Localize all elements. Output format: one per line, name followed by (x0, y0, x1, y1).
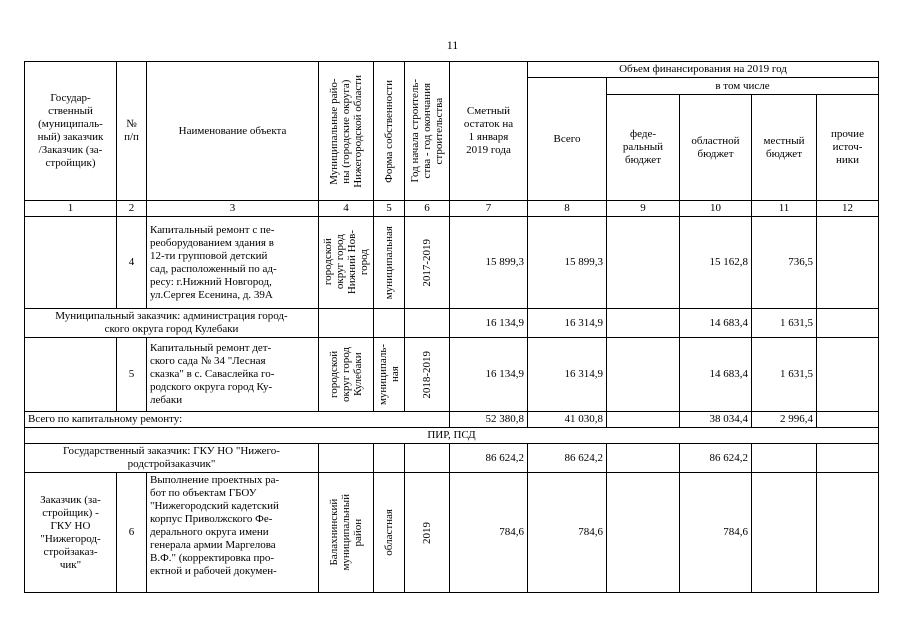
cell-num: 4 (117, 217, 147, 309)
table-row-4 (25, 217, 879, 309)
header-including: в том числе (607, 78, 879, 95)
financing-table (24, 61, 879, 593)
cell-total: 41 030,8 (528, 412, 607, 428)
col-number: 3 (147, 201, 319, 217)
col-number: 9 (607, 201, 680, 217)
cell-remaining: 16 134,9 (450, 338, 528, 412)
col-number: 8 (528, 201, 607, 217)
cell-local: 1 631,5 (752, 309, 817, 338)
cell-federal (607, 412, 680, 428)
col-number: 12 (817, 201, 879, 217)
col-number: 5 (374, 201, 405, 217)
total-capital-row (25, 412, 879, 428)
header-district: Муниципальные райо- ны (городские округа) Нижегородской области (319, 62, 374, 201)
header-row-1 (25, 62, 879, 78)
cell-total: 15 899,3 (528, 217, 607, 309)
cell-remaining: 16 134,9 (450, 309, 528, 338)
cell-customer: Заказчик (за- стройщик) - ГКУ НО "Нижегород- стройзаказ- чик" (25, 473, 117, 593)
cell-years: 2018-2019 (405, 338, 450, 412)
cell-total: 16 314,9 (528, 309, 607, 338)
cell-regional: 15 162,8 (680, 217, 752, 309)
cell-local: 1 631,5 (752, 338, 817, 412)
cell-total: 784,6 (528, 473, 607, 593)
state-customer-label: Государственный заказчик: ГКУ НО "Нижего- родстройзаказчик" (25, 444, 319, 473)
cell-federal (607, 217, 680, 309)
cell-other (817, 444, 879, 473)
gku-customer-row (25, 444, 879, 473)
cell-ownership (374, 309, 405, 338)
cell-regional: 86 624,2 (680, 444, 752, 473)
cell-object: Капитальный ремонт дет- ского сада № 34 "Лесная сказка" в с. Саваслейка го- родского округа город Ку- лебаки (147, 338, 319, 412)
cell-regional: 38 034,4 (680, 412, 752, 428)
col-number: 6 (405, 201, 450, 217)
section-row (25, 428, 879, 444)
cell-customer (25, 338, 117, 412)
header-years: Год начала строитель- ства - год окончания строительства (405, 62, 450, 201)
cell-local (752, 444, 817, 473)
cell-district (319, 444, 374, 473)
table-row-5 (25, 338, 879, 412)
cell-ownership: муниципаль- ная (374, 338, 405, 412)
cell-local: 2 996,4 (752, 412, 817, 428)
header-remaining: Сметный остаток на 1 января 2019 года (450, 62, 528, 201)
cell-ownership (374, 444, 405, 473)
header-num: № п/п (117, 62, 147, 201)
kulebaki-customer-row (25, 309, 879, 338)
col-number: 1 (25, 201, 117, 217)
total-capital-label: Всего по капитальному ремонту: (25, 412, 450, 428)
cell-district: Балахнинский муниципальный район (319, 473, 374, 593)
cell-federal (607, 309, 680, 338)
cell-object: Выполнение проектных ра- бот по объектам ГБОУ "Нижегородский кадетский корпус Приволжского Фе- дерального округа имени генерала армии Маргелова В.Ф." (корректировка про- ектной и рабочей докумен- (147, 473, 319, 593)
header-federal: феде- ральный бюджет (607, 95, 680, 201)
col-number: 10 (680, 201, 752, 217)
page-number: 11 (446, 38, 459, 52)
header-regional: областной бюджет (680, 95, 752, 201)
col-number: 11 (752, 201, 817, 217)
cell-remaining: 86 624,2 (450, 444, 528, 473)
municipal-customer-label: Муниципальный заказчик: администрация город- ского округа город Кулебаки (25, 309, 319, 338)
cell-other (817, 412, 879, 428)
cell-years: 2019 (405, 473, 450, 593)
cell-ownership: муниципальная (374, 217, 405, 309)
header-total: Всего (528, 78, 607, 201)
cell-other (817, 473, 879, 593)
col-number: 4 (319, 201, 374, 217)
cell-total: 86 624,2 (528, 444, 607, 473)
cell-object: Капитальный ремонт с пе- реоборудованием здания в 12-ти групповой детский сад, расположенный по ад- ресу: г.Нижний Новгород, ул.Сергея Есенина, д. 39А (147, 217, 319, 309)
header-customer: Государ- ственный (муниципаль- ный) заказчик /Заказчик (за- стройщик) (25, 62, 117, 201)
cell-years (405, 444, 450, 473)
cell-total: 16 314,9 (528, 338, 607, 412)
cell-remaining: 15 899,3 (450, 217, 528, 309)
cell-federal (607, 444, 680, 473)
cell-num: 5 (117, 338, 147, 412)
header-ownership: Форма собственности (374, 62, 405, 201)
cell-ownership: областная (374, 473, 405, 593)
header-funding: Объем финансирования на 2019 год (528, 62, 879, 78)
cell-district: городской округ город Кулебаки (319, 338, 374, 412)
cell-remaining: 52 380,8 (450, 412, 528, 428)
column-numbers-row (25, 201, 879, 217)
cell-num: 6 (117, 473, 147, 593)
cell-regional: 14 683,4 (680, 309, 752, 338)
cell-local: 736,5 (752, 217, 817, 309)
header-other: прочие источ- ники (817, 95, 879, 201)
cell-other (817, 338, 879, 412)
cell-district (319, 309, 374, 338)
section-title: ПИР, ПСД (25, 428, 879, 444)
cell-district: городской округ город Нижний Нов- город (319, 217, 374, 309)
header-object: Наименование объекта (147, 62, 319, 201)
cell-other (817, 309, 879, 338)
cell-customer (25, 217, 117, 309)
cell-remaining: 784,6 (450, 473, 528, 593)
cell-local (752, 473, 817, 593)
col-number: 2 (117, 201, 147, 217)
cell-federal (607, 473, 680, 593)
cell-years (405, 309, 450, 338)
col-number: 7 (450, 201, 528, 217)
cell-regional: 784,6 (680, 473, 752, 593)
header-local: местный бюджет (752, 95, 817, 201)
cell-other (817, 217, 879, 309)
cell-federal (607, 338, 680, 412)
cell-regional: 14 683,4 (680, 338, 752, 412)
cell-years: 2017-2019 (405, 217, 450, 309)
table-row-6 (25, 473, 879, 593)
